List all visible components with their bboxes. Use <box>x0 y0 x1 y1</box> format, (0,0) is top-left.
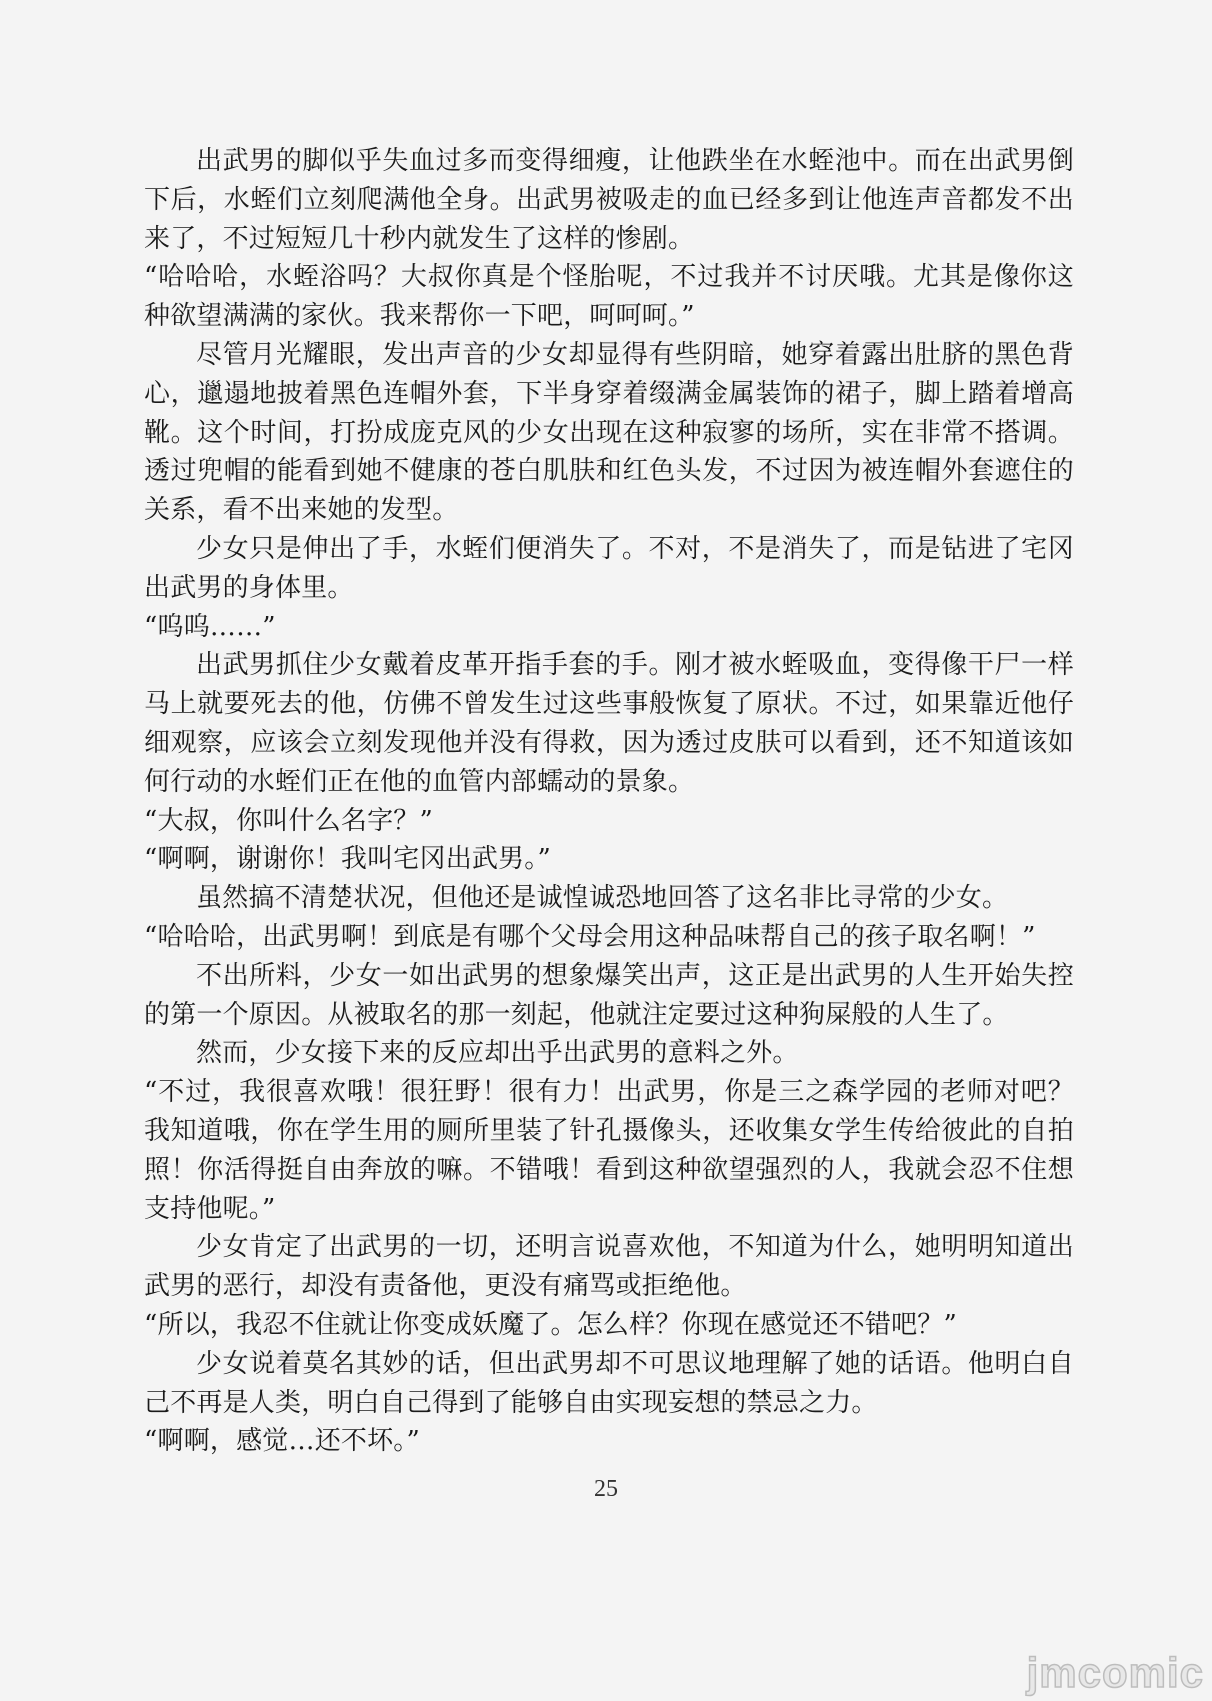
dialog-line-13: “不过，我很喜欢哦！很狂野！很有力！出武男，你是三之森学园的老师对吧？我知道哦，你在学生用的厕所里装了针孔摄像头，还收集女学生传给彼此的自拍照！你活得挺自由奔放的嘛。不错哦！看到这种欲望强烈的人，我就会忍不住想支持他呢。” <box>144 1077 1074 1224</box>
paragraph-9: 虽然搞不清楚状况，但他还是诚惶诚恐地回答了这名非比寻常的少女。 <box>196 883 1009 914</box>
paragraph-16: 少女说着莫名其妙的话，但出武男却不可思议地理解了她的话语。他明白自己不再是人类，明白自己得到了能够自由实现妄想的禁忌之力。 <box>144 1348 1074 1418</box>
dialog-line-8: “啊啊，谢谢你！我叫宅冈出武男。” <box>144 844 551 875</box>
paragraph-3: 尽管月光耀眼，发出声音的少女却显得有些阴暗，她穿着露出肚脐的黑色背心，邋遢地披着黑色连帽外套，下半身穿着缀满金属装饰的裙子，脚上踏着增高靴。这个时间，打扮成庞克风的少女出现在这种寂寥的场所，实在非常不搭调。透过兜帽的能看到她不健康的苍白肌肤和红色头发，不过因为被连帽外套遮住的关系，看不出来她的发型。 <box>144 339 1074 526</box>
watermark-logo: jmcomic <box>1026 1649 1204 1696</box>
dialog-line-7: “大叔，你叫什么名字？” <box>144 805 433 836</box>
dialog-line-15: “所以，我忍不住就让你变成妖魔了。怎么样？你现在感觉还不错吧？” <box>144 1309 957 1340</box>
dialog-line-17: “啊啊，感觉…还不坏。” <box>144 1426 420 1457</box>
paragraph-6: 出武男抓住少女戴着皮革开指手套的手。刚才被水蛭吸血，变得像干尸一样马上就要死去的他，仿佛不曾发生过这些事般恢复了原状。不过，如果靠近他仔细观察，应该会立刻发现他并没有得救，因为透过皮肤可以看到，还不知道该如何行动的水蛭们正在他的血管内部蠕动的景象。 <box>144 650 1074 797</box>
dialog-line-10: “哈哈哈，出武男啊！到底是有哪个父母会用这种品味帮自己的孩子取名啊！” <box>144 921 1036 952</box>
paragraph-11: 不出所料，少女一如出武男的想象爆笑出声，这正是出武男的人生开始失控的第一个原因。从被取名的那一刻起，他就注定要过这种狗屎般的人生了。 <box>144 960 1074 1030</box>
paragraph-1: 出武男的脚似乎失血过多而变得细瘦，让他跌坐在水蛭池中。而在出武男倒下后，水蛭们立刻爬满他全身。出武男被吸走的血已经多到让他连声音都发不出来了，不过短短几十秒内就发生了这样的惨剧。 <box>144 146 1074 254</box>
dialog-line-1: “哈哈哈，水蛭浴吗？大叔你真是个怪胎呢，不过我并不讨厌哦。尤其是像你这种欲望满满的家伙。我来帮你一下吧，呵呵呵。” <box>144 262 1074 332</box>
body-text <box>144 142 1074 1461</box>
paragraph-12: 然而，少女接下来的反应却出乎出武男的意料之外。 <box>196 1038 799 1069</box>
page-number: 25 <box>594 1476 618 1502</box>
dialog-line-5: “呜呜……” <box>144 611 276 642</box>
paragraph-4: 少女只是伸出了手，水蛭们便消失了。不对，不是消失了，而是钻进了宅冈出武男的身体里。 <box>144 533 1074 603</box>
paragraph-14: 少女肯定了出武男的一切，还明言说喜欢他，不知道为什么，她明明知道出武男的恶行，却没有责备他，更没有痛骂或拒绝他。 <box>144 1232 1074 1302</box>
